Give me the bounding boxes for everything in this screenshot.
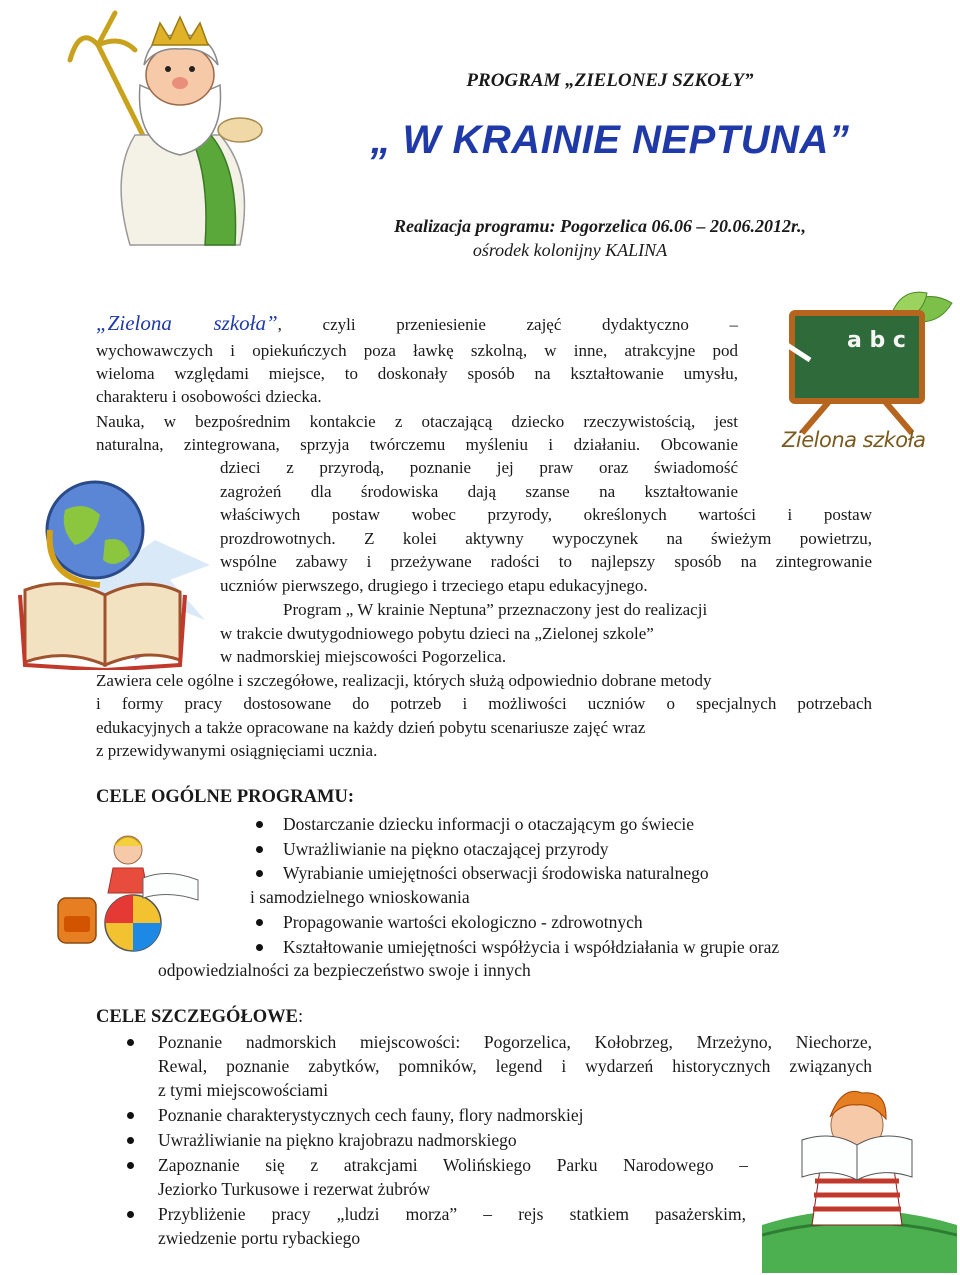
specific-goal-1-line3: z tymi miejscowościami [158, 1080, 329, 1100]
specific-goal-4-line2: Jeziorko Turkusowe i rezerwat żubrów [158, 1179, 431, 1199]
intro-p1-line1-rest: , czyli przeniesienie zajęć dydaktyczno – [277, 315, 738, 334]
general-goal-text: Uwrażliwianie na piękno otaczającej przyrody [283, 838, 609, 859]
specific-goal-5-line2: zwiedzenie portu rybackiego [158, 1228, 361, 1248]
intro-p2-line8: uczniów pierwszego, drugiego i trzeciego etapu edukacyjnego. [220, 576, 648, 595]
intro-p3-line2: w trakcie dwutygodniowego pobytu dzieci na „Zielonej szkole” [220, 624, 654, 643]
bullet-icon [127, 1211, 134, 1218]
general-goal-item [283, 861, 883, 886]
green-school-illustration [752, 288, 957, 478]
specific-goal-1-line1: Poznanie nadmorskich miejscowości: Pogorzelica, Kołobrzeg, Mrzeżyno, Niechorze, [158, 1032, 872, 1052]
chalkboard-icon [752, 288, 957, 438]
realization-dates: Realizacja programu: Pogorzelica 06.06 – 20.06.2012r., [393, 216, 806, 236]
intro-p1-line4: charakteru i osobowości dziecka. [96, 387, 322, 406]
intro-p1-line1 [96, 312, 738, 337]
intro-p2-line1: Nauka, w bezpośrednim kontakcie z otaczającą dziecko rzeczywistością, jest [96, 412, 738, 431]
specific-goal-4-line1: Zapoznanie się z atrakcjami Wolińskiego Parku Narodowego – [158, 1155, 748, 1175]
book-icon [20, 584, 185, 670]
neptune-illustration [40, 5, 270, 250]
bullet-icon [127, 1162, 134, 1169]
general-goals-list [283, 812, 883, 886]
open-book-icon [143, 873, 198, 900]
intro-p3-line3: w nadmorskiej miejscowości Pogorzelica. [220, 647, 507, 666]
intro-p4-line1: Zawiera cele ogólne i szczegółowe, realizacji, których służą odpowiednio dobrane metody [96, 671, 712, 690]
specific-goals-heading-text: CELE SZCZEGÓŁOWE [96, 1007, 299, 1027]
general-goal-text: Propagowanie wartości ekologiczno - zdrowotnych [283, 912, 643, 932]
general-goal-item [283, 935, 883, 960]
general-goal-item [283, 837, 883, 862]
general-goals-heading: CELE OGÓLNE PROGRAMU: [96, 787, 354, 807]
intro-p1-line2: wychowawczych i opiekuńczych poza ławkę szkolną, w inne, atrakcyjne pod [96, 341, 738, 360]
bullet-icon [127, 1112, 134, 1119]
backpack-icon [58, 898, 96, 943]
specific-goal-3: Uwrażliwianie na piękno krajobrazu nadmorskiego [158, 1130, 517, 1150]
intro-p2-line5: właściwych postaw wobec przyrody, określonych wartości i postaw [220, 505, 872, 524]
program-label: PROGRAM „ZIELONEJ SZKOŁY” [466, 70, 754, 91]
intro-p4-line3: edukacyjnych a także opracowane na każdy dzień pobytu scenariusze zajęć wraz [96, 718, 646, 737]
reading-child-illustration [48, 828, 208, 953]
general-goal-item3-cont: i samodzielnego wnioskowania [250, 887, 470, 907]
globe-book-illustration [5, 470, 210, 670]
bullet-icon [127, 1039, 134, 1046]
general-goal-text: Dostarczanie dziecku informacji o otaczającym go świecie [283, 814, 695, 834]
specific-goal-2: Poznanie charakterystycznych cech fauny, flory nadmorskiej [158, 1105, 584, 1125]
chalkboard-letters: a b c [847, 328, 906, 353]
chalkboard-caption: Zielona szkoła [782, 428, 926, 452]
intro-p2-line6: prozdrowotnych. Z kolei aktywny wypoczynek na świeżym powietrzu, [220, 529, 872, 548]
general-goal-item [283, 812, 883, 837]
general-goal-text: Kształtowanie umiejętności współżycia i współdziałania w grupie oraz [283, 936, 780, 957]
specific-goals-heading [96, 1007, 303, 1028]
intro-p1-line3: wieloma względami miejsce, to doskonały sposób na kształtowanie umysłu, [96, 364, 738, 383]
intro-p2-line2: naturalna, zintegrowana, sprzyja twórczemu myśleniu i działaniu. Obcowanie [96, 435, 738, 454]
realization-location: ośrodek kolonijny KALINA [472, 240, 668, 260]
specific-goal-1-line2: Rewal, poznanie zabytków, pomników, legend i wydarzeń historycznych związanych [158, 1056, 872, 1076]
green-school-term: „Zielona szkoła” [96, 311, 278, 335]
page-title: „ W KRAINIE NEPTUNA” [370, 118, 850, 162]
bullet-icon [127, 1137, 134, 1144]
boy-reading-illustration [762, 1085, 957, 1273]
intro-p2-line3: dzieci z przyrodą, poznanie jej praw oraz świadomość [220, 458, 738, 477]
general-goal-item [283, 910, 883, 935]
general-goal-item5-cont: odpowiedzialności za bezpieczeństwo swoje i innych [158, 960, 531, 980]
intro-p4-line2: i formy pracy dostosowane do potrzeb i możliwości uczniów o specjalnych potrzebach [96, 694, 872, 713]
specific-goals-heading-colon: : [298, 1007, 304, 1027]
general-goal-text: Wyrabianie umiejętności obserwacji środowiska naturalnego [283, 863, 709, 883]
ball-icon [105, 895, 161, 951]
intro-p2-line7: wspólne zabawy i przeżywane radości to najlepszy sposób na zintegrowanie [220, 552, 872, 571]
intro-p4-line4: z przewidywanymi osiągnięciami ucznia. [96, 741, 378, 760]
general-goals-list-2 [283, 910, 883, 959]
intro-p2-line4: zagrożeń dla środowiska dają szanse na kształtowanie [220, 482, 738, 501]
intro-p3-line1: Program „ W krainie Neptuna” przeznaczony jest do realizacji [283, 600, 708, 619]
specific-goal-5-line1: Przybliżenie pracy „ludzi morza” – rejs statkiem pasażerskim, [158, 1204, 746, 1224]
